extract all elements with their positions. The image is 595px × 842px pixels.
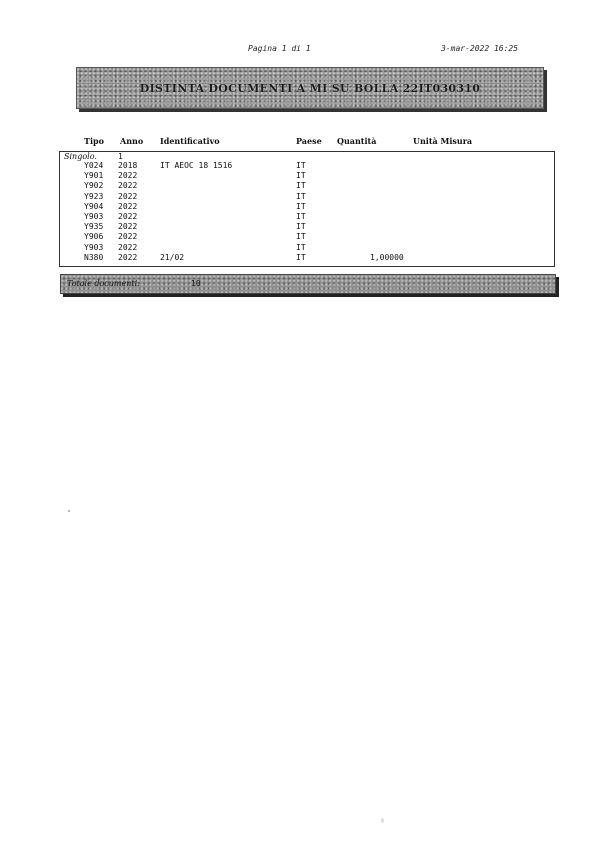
table-row [0, 212, 595, 222]
cell-identificativo: 21/02 [160, 252, 185, 262]
col-header-paese: Paese [296, 136, 322, 146]
cell-tipo: Y024 [84, 161, 104, 170]
table-row [0, 181, 595, 191]
cell-paese: IT [296, 252, 306, 262]
cell-tipo: Y902 [84, 181, 104, 191]
cell-paese: IT [296, 232, 306, 242]
title-banner [76, 67, 544, 109]
print-date: 3-mar-2022 16:25 [441, 44, 519, 53]
cell-quantita: 1,00000 [370, 252, 404, 262]
total-label: Totale documenti: [67, 279, 140, 288]
cell-anno: 2022 [118, 181, 138, 191]
table-row [0, 192, 595, 202]
group-number: 1 [118, 152, 123, 161]
col-header-unita-misura: Unità Misura [413, 136, 473, 146]
scan-speck [68, 510, 70, 512]
table-row [0, 161, 595, 171]
cell-anno: 2022 [118, 201, 138, 211]
group-label: Singolo. [64, 152, 97, 161]
cell-anno: 2022 [118, 252, 138, 262]
cell-paese: IT [296, 201, 306, 211]
cell-anno: 2018 [118, 161, 138, 170]
cell-anno: 2022 [118, 211, 138, 221]
cell-anno: 2022 [118, 232, 138, 242]
cell-paese: IT [296, 171, 306, 181]
table-body [0, 161, 595, 263]
cell-tipo: Y904 [84, 201, 104, 211]
cell-paese: IT [296, 181, 306, 191]
page-number: Pagina 1 di 1 [248, 44, 311, 53]
cell-tipo: N380 [84, 252, 104, 262]
cell-paese: IT [296, 242, 306, 252]
cell-anno: 2022 [118, 222, 138, 232]
cell-paese: IT [296, 191, 306, 201]
col-header-quantita: Quantità [337, 136, 377, 146]
table-row [0, 202, 595, 212]
cell-anno: 2022 [118, 242, 138, 252]
cell-paese: IT [296, 161, 306, 170]
cell-anno: 2022 [118, 191, 138, 201]
cell-tipo: Y906 [84, 232, 104, 242]
total-banner [60, 274, 556, 294]
total-value: 10 [191, 279, 201, 288]
cell-paese: IT [296, 222, 306, 232]
cell-anno: 2022 [118, 171, 138, 181]
cell-tipo: Y903 [84, 211, 104, 221]
table-row [0, 253, 595, 263]
col-header-tipo: Tipo [84, 136, 104, 146]
scan-speck [381, 818, 384, 823]
table-row [0, 243, 595, 253]
table-row [0, 232, 595, 242]
table-row [0, 222, 595, 232]
cell-tipo: Y903 [84, 242, 104, 252]
cell-paese: IT [296, 211, 306, 221]
table-row [0, 171, 595, 181]
document-title: DISTINTA DOCUMENTI A MI SU BOLLA 22IT030310 [139, 81, 481, 95]
cell-tipo: Y901 [84, 171, 104, 181]
col-header-identificativo: Identificativo [160, 136, 220, 146]
cell-tipo: Y923 [84, 191, 104, 201]
cell-identificativo: IT AEOC 18 1516 [160, 161, 233, 170]
cell-tipo: Y935 [84, 222, 104, 232]
col-header-anno: Anno [120, 136, 144, 146]
